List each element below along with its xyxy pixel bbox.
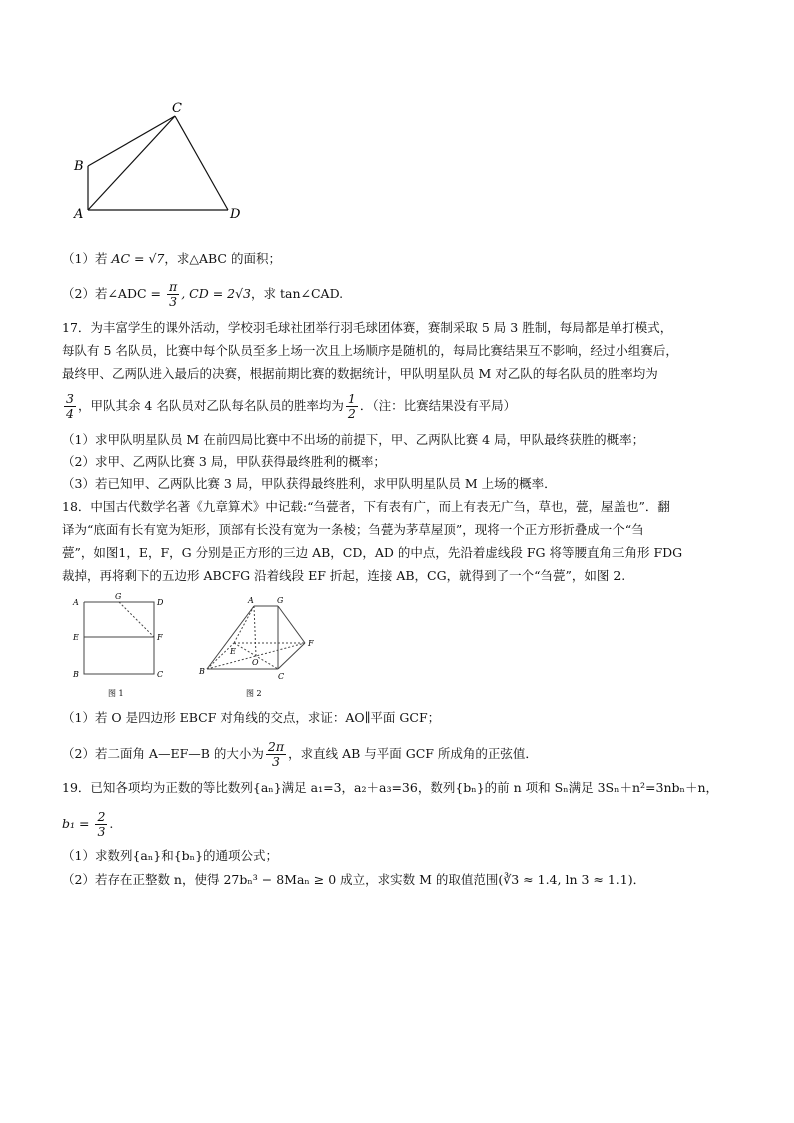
q18-part1: （1）若 O 是四边形 EBCF 对角线的交点，求证：AO∥平面 GCF； [62, 710, 441, 725]
point-label-a: A [74, 207, 84, 222]
q17-line2: 每队有 5 名队员，比赛中每个队员至多上场一次且上场顺序是随机的，每局比赛结果互不影响，经过小组赛后， [62, 343, 678, 358]
q17-line4-middle: ，甲队其余 4 名队员对乙队每名队员的胜率均为 [77, 398, 344, 413]
fig1-label-d: D [157, 598, 164, 607]
q18-line1: 18．中国古代数学名著《九章算术》中记载:“刍甍者，下有表有广，而上有表无广刍，草也，甍，屋盖也”．翻 [62, 499, 670, 514]
q17-line4 [62, 392, 752, 421]
fraction-denominator: 2 [347, 406, 356, 421]
q19-fraction-2-3 [95, 810, 107, 839]
fig2-label-a: A [248, 596, 254, 605]
q17-part1: （1）求甲队明星队员 M 在前四局比赛中不出场的前提下，甲、乙两队比赛 4 局，甲队最终获胜的概率； [62, 432, 645, 447]
q16-part1-math: AC = √7 [111, 251, 165, 266]
figure-2 [198, 596, 314, 698]
q18-part2-suffix: ，求直线 AB 与平面 GCF 所成角的正弦值． [288, 746, 538, 761]
fig1-label-f: F [157, 633, 163, 642]
figure-1 [72, 592, 164, 698]
fold-figures [62, 590, 332, 702]
fig1-label-c: C [157, 670, 164, 679]
q17-fraction-3-4 [64, 392, 76, 421]
fraction-denominator: 3 [272, 754, 280, 769]
q16-part1-prefix: （1）若 [62, 251, 112, 266]
q19-part2: （2）若存在正整数 n，使得 27bₙ³ − 8Maₙ ≥ 0 成立，求实数 M 的取值范围(∛3 ≈ 1.4, ln 3 ≈ 1.1)． [62, 872, 646, 887]
fig2-caption: 图 2 [246, 689, 262, 698]
fig1-label-a: A [73, 598, 79, 607]
fig2-label-o: O [252, 658, 259, 667]
fig2-label-e: E [230, 647, 236, 656]
fig1-label-e: E [73, 633, 79, 642]
q19-line2 [62, 810, 752, 839]
q16-part2-suffix: ，求 tan∠CAD. [251, 286, 344, 301]
q17-line3: 最终甲、乙两队进入最后的决赛，根据前期比赛的数据统计，甲队明星队员 M 对乙队的每名队员的胜率均为 [62, 366, 658, 381]
fig2-label-f: F [308, 639, 314, 648]
q16-part1 [62, 249, 752, 269]
q17-fraction-1-2 [346, 392, 358, 421]
q18-line3: 甍”，如图1，E，F，G 分别是正方形的三边 AB，CD，AD 的中点，先沿着虚线段 FG 将等腰直角三角形 FDG [62, 545, 683, 560]
fig2-label-g: G [277, 596, 284, 605]
q17-line4-end: ．（注：比赛结果没有平局） [359, 398, 517, 413]
fraction-denominator: 4 [66, 406, 74, 421]
fig1-label-g: G [115, 592, 122, 601]
fig2-label-b: B [199, 667, 205, 676]
q19-line2-suffix: . [109, 816, 114, 831]
fraction-numerator: 1 [347, 391, 356, 406]
q18-part2-prefix: （2）若二面角 A—EF—B 的大小为 [62, 746, 264, 761]
q17-part3: （3）若已知甲、乙两队比赛 3 局，甲队获得最终胜利，求甲队明星队员 M 上场的概率． [62, 476, 557, 491]
q16-part2-fraction [167, 280, 179, 309]
q18-part2-fraction [266, 740, 286, 769]
q17-part2: （2）求甲、乙两队比赛 3 局，甲队获得最终胜利的概率； [62, 454, 386, 469]
q17-line1: 17．为丰富学生的课外活动，学校羽毛球社团举行羽毛球团体赛，赛制采取 5 局 3 胜制，每局都是单打模式， [62, 320, 673, 335]
q16-part2-prefix: （2）若∠ADC = [62, 286, 165, 301]
q16-part2-math: , CD = 2√3 [181, 286, 252, 301]
fraction-denominator: 3 [97, 824, 106, 839]
q18-line2: 译为“底面有长有宽为矩形，顶部有长没有宽为一条棱；刍甍为茅草屋顶”，现将一个正方形折叠成一个“刍 [62, 522, 644, 537]
fraction-numerator: π [168, 279, 178, 294]
q19-part1: （1）求数列{aₙ}和{bₙ}的通项公式； [62, 848, 279, 863]
fig1-label-b: B [73, 670, 79, 679]
fig2-label-c: C [278, 672, 285, 681]
point-label-c: C [172, 101, 182, 116]
quadrilateral-figure [60, 98, 260, 228]
fig1-caption: 图 1 [108, 689, 124, 698]
fraction-numerator: 2π [267, 739, 285, 754]
q18-part2 [62, 740, 752, 769]
q16-part1-suffix: ，求△ABC 的面积； [164, 251, 281, 266]
q19-line1: 19．已知各项均为正数的等比数列{aₙ}满足 a₁=3，a₂＋a₃=36，数列{bₙ}的前 n 项和 Sₙ满足 3Sₙ＋n²=3nbₙ＋n， [62, 780, 718, 795]
fraction-numerator: 3 [66, 391, 74, 406]
q19-b1-label: b₁ = [62, 816, 94, 831]
q16-part2 [62, 280, 752, 309]
point-label-b: B [74, 159, 84, 174]
fraction-numerator: 2 [97, 809, 106, 824]
q18-line4: 裁掉，再将剩下的五边形 ABCFG 沿着线段 EF 折起，连接 AB，CG，就得到了一个“刍甍”，如图 2. [62, 568, 626, 583]
point-label-d: D [230, 207, 241, 222]
fraction-denominator: 3 [169, 294, 178, 309]
